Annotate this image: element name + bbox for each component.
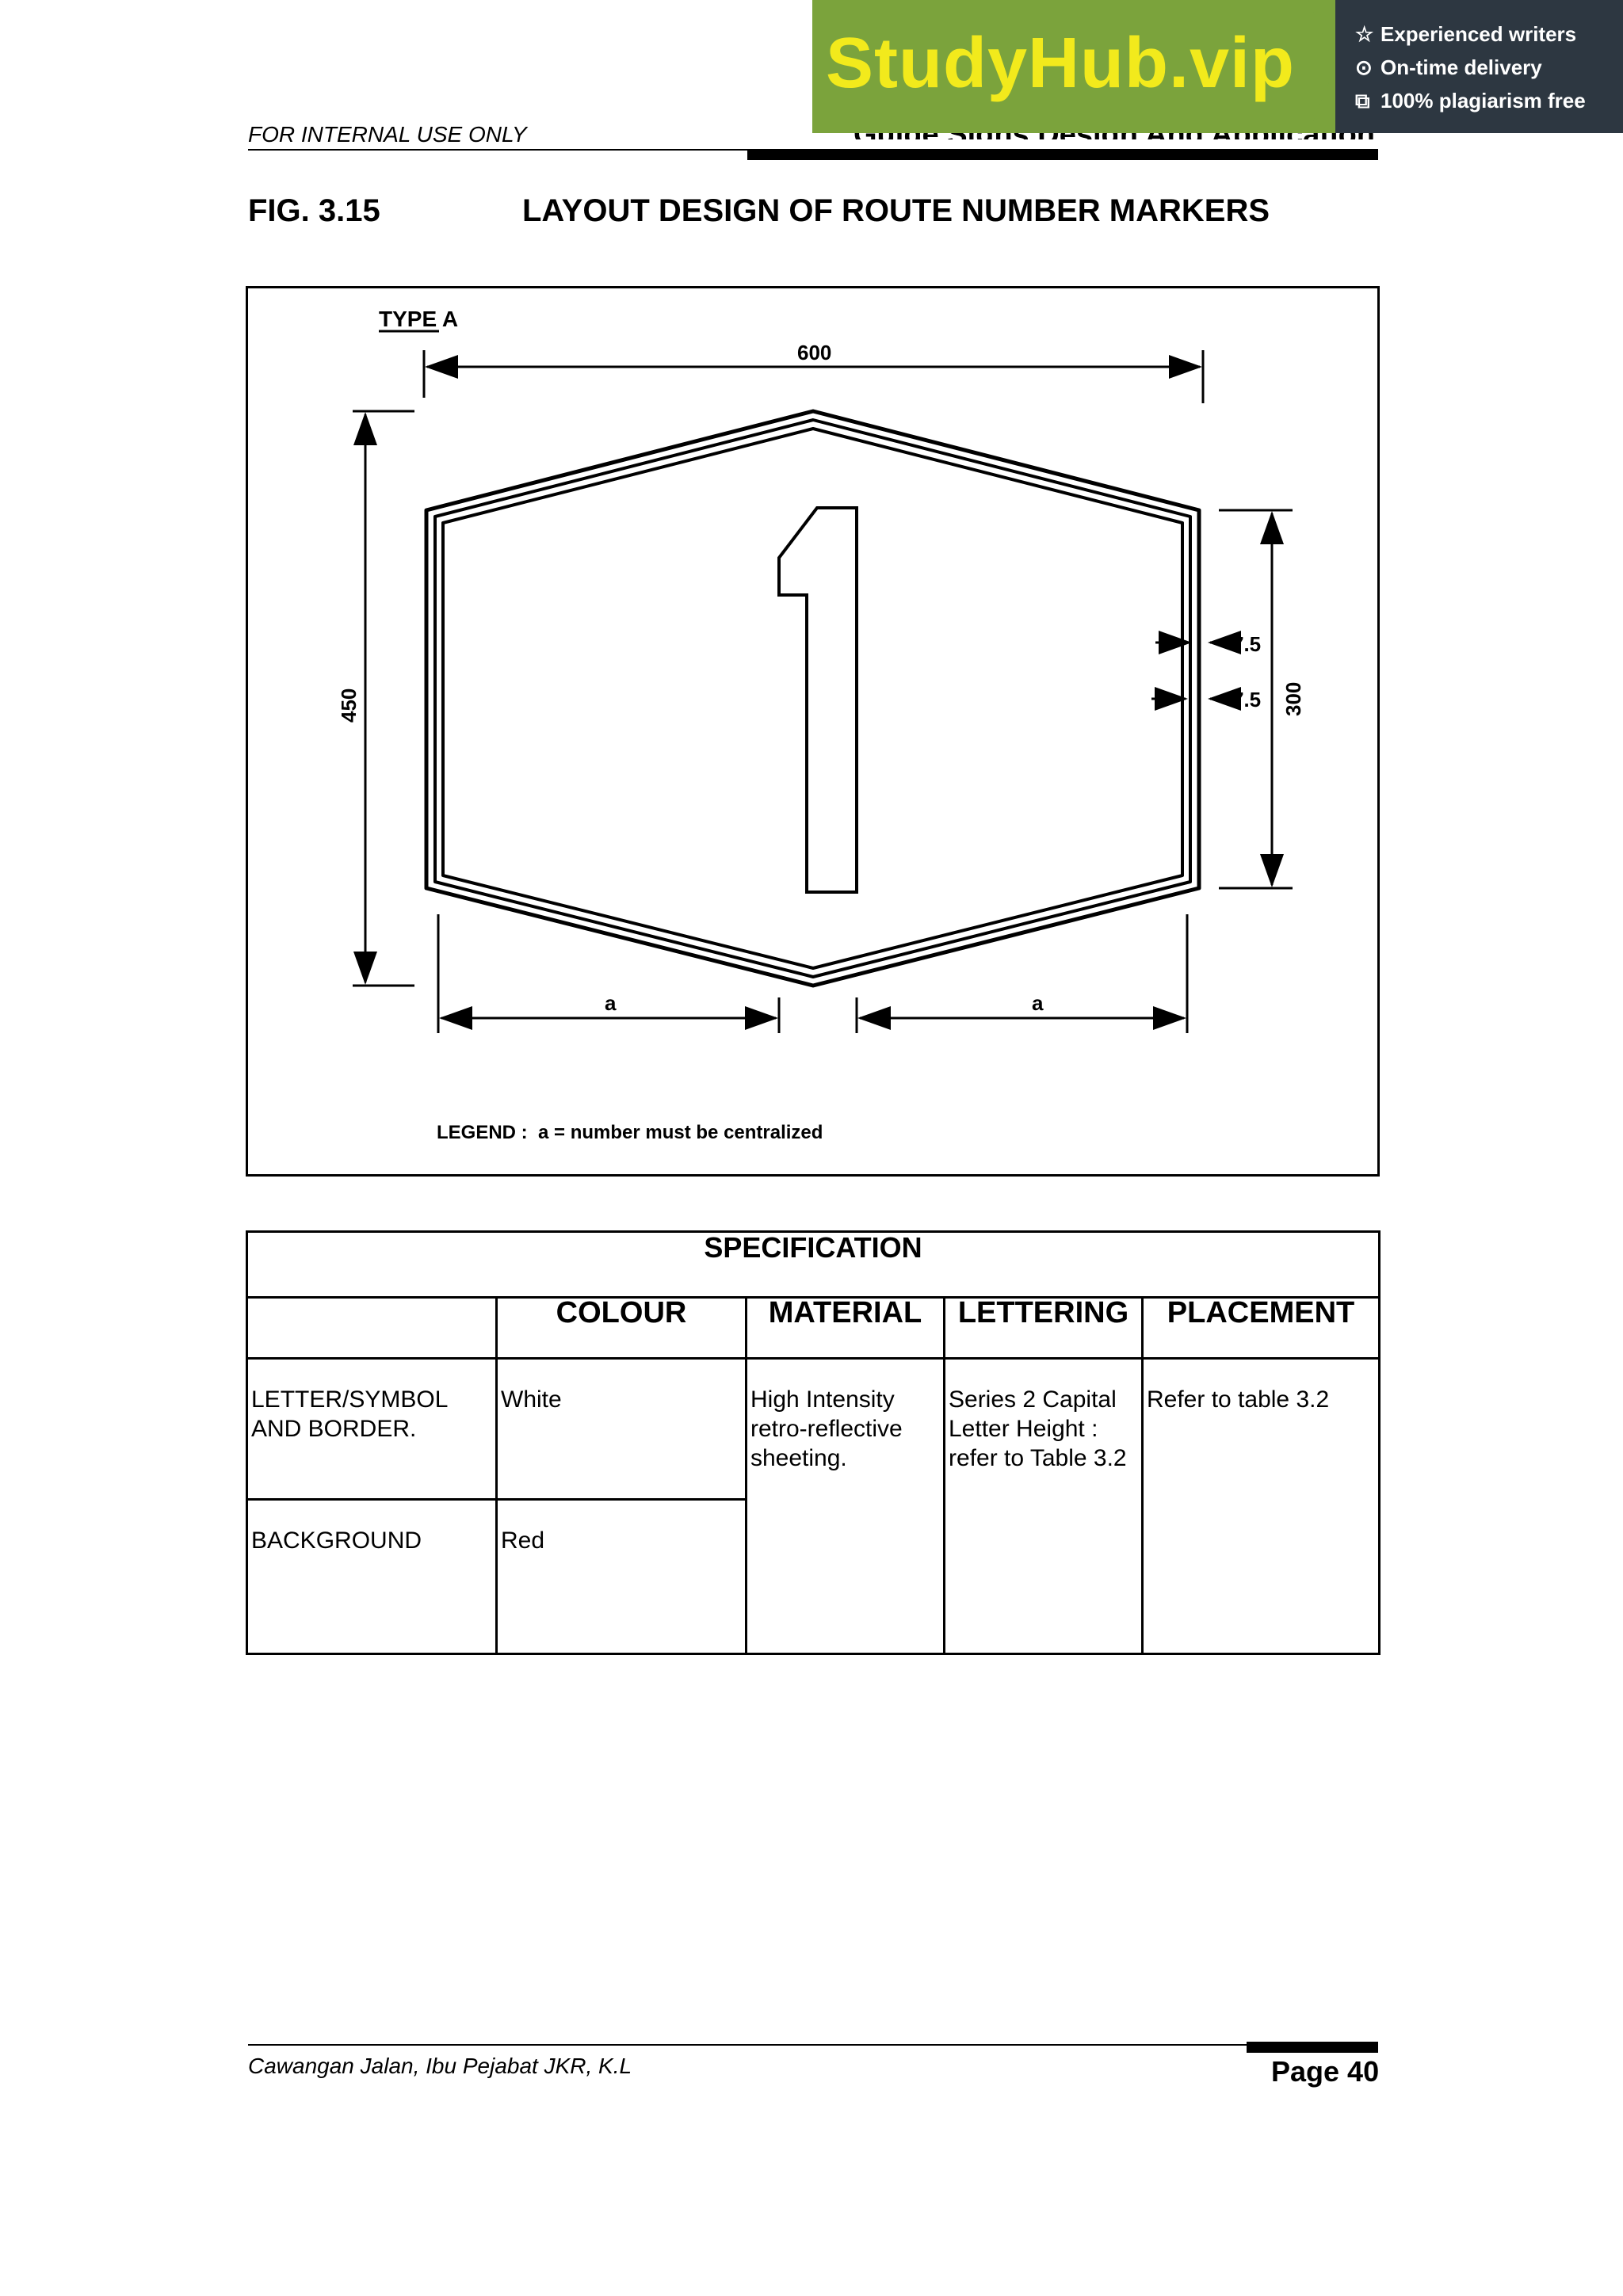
dimension-right-gap-label: a bbox=[1032, 991, 1044, 1015]
row-colour: White bbox=[497, 1359, 747, 1500]
lettering-cell: Series 2 Capital Letter Height : refer to Table 3.2 bbox=[945, 1359, 1143, 1654]
dimension-height bbox=[353, 411, 414, 986]
figure-title: LAYOUT DESIGN OF ROUTE NUMBER MARKERS bbox=[522, 193, 1270, 228]
footer-rule bbox=[248, 2044, 1247, 2046]
column-header-lettering: LETTERING bbox=[945, 1298, 1143, 1359]
dimension-width-label: 600 bbox=[797, 341, 832, 364]
figure-number: FIG. 3.15 bbox=[248, 193, 380, 228]
route-marker-drawing bbox=[248, 288, 1377, 1174]
table-row bbox=[247, 1359, 1380, 1500]
figure-legend: LEGEND : a = number must be centralized bbox=[437, 1122, 823, 1143]
footer-rule-thick bbox=[1247, 2042, 1378, 2053]
header-rule-thick bbox=[747, 149, 1378, 160]
specification-table bbox=[246, 1230, 1381, 1655]
dimension-border-outer-label: 7.5 bbox=[1232, 632, 1262, 656]
page-number: Page 40 bbox=[1271, 2055, 1380, 2088]
watermark-feature-text: 100% plagiarism free bbox=[1381, 89, 1586, 113]
copy-icon: ⧉ bbox=[1355, 89, 1370, 113]
column-header-placement: PLACEMENT bbox=[1143, 1298, 1380, 1359]
watermark-feature bbox=[1355, 22, 1576, 47]
watermark-arrow bbox=[1308, 0, 1335, 133]
watermark-feature-text: Experienced writers bbox=[1381, 22, 1577, 46]
header-internal-use: FOR INTERNAL USE ONLY bbox=[248, 122, 527, 147]
material-cell: High Intensity retro-reflective sheeting. bbox=[747, 1359, 945, 1654]
dimension-centring bbox=[438, 914, 1187, 1033]
watermark-feature-text: On-time delivery bbox=[1381, 55, 1542, 79]
dimension-inner-height-label: 300 bbox=[1281, 681, 1305, 716]
row-item: BACKGROUND bbox=[247, 1500, 497, 1654]
column-header-material: MATERIAL bbox=[747, 1298, 945, 1359]
watermark-feature bbox=[1355, 89, 1586, 114]
column-header-colour: COLOUR bbox=[497, 1298, 747, 1359]
row-colour: Red bbox=[497, 1500, 747, 1654]
clock-icon: ⊙ bbox=[1355, 55, 1373, 79]
row-item: LETTER/SYMBOL AND BORDER. bbox=[247, 1359, 497, 1500]
column-header bbox=[247, 1298, 497, 1359]
watermark-feature bbox=[1355, 55, 1542, 80]
dimension-left-gap-label: a bbox=[605, 991, 617, 1015]
placement-cell: Refer to table 3.2 bbox=[1143, 1359, 1380, 1654]
header-rule bbox=[248, 149, 747, 151]
dimension-height-label: 450 bbox=[337, 688, 361, 723]
star-icon: ☆ bbox=[1355, 22, 1374, 46]
type-label: TYPE A bbox=[379, 307, 459, 331]
specification-title: SPECIFICATION bbox=[247, 1232, 1380, 1298]
figure-drawing bbox=[246, 286, 1380, 1177]
footer-organisation: Cawangan Jalan, Ibu Pejabat JKR, K.L bbox=[248, 2054, 632, 2078]
watermark-logo[interactable]: StudyHub.vip bbox=[826, 24, 1295, 103]
route-number-numeral bbox=[779, 508, 857, 892]
dimension-border-inner-label: 7.5 bbox=[1232, 688, 1262, 711]
